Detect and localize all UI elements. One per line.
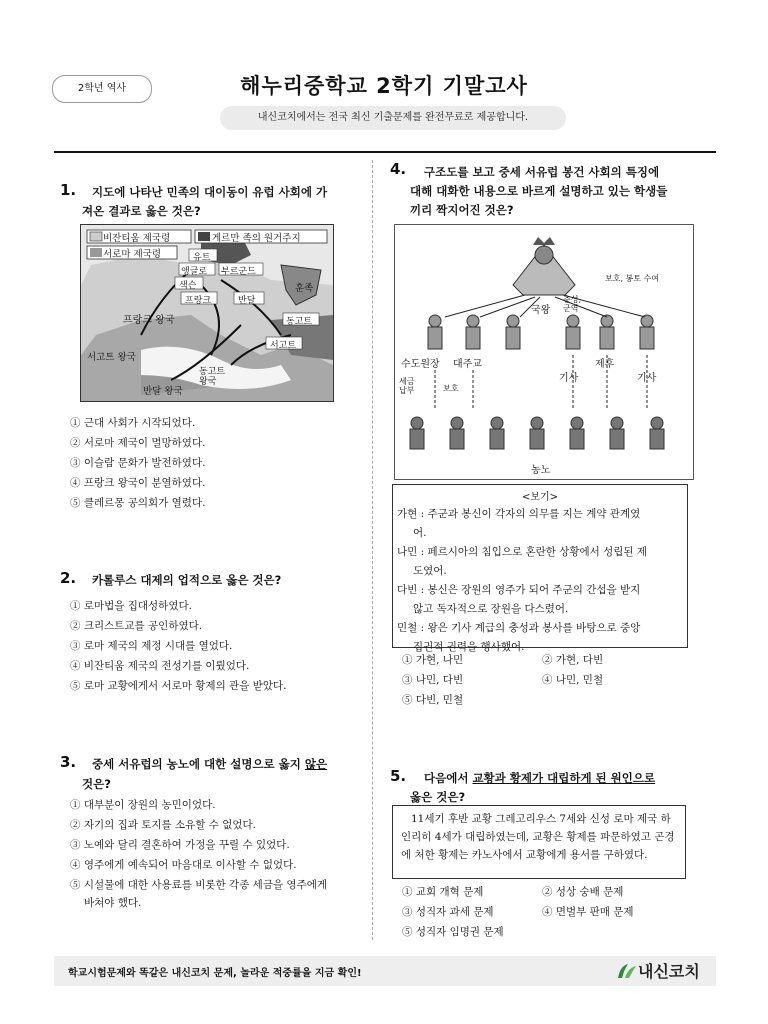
map-label-frankish-kingdom: 프랑크 왕국 [123,315,175,326]
q3-text-emphasis: 않은 [304,757,328,771]
brand-logo [616,959,700,982]
q5-text-emphasis: 교황과 황제가 대립하게 된 원인으로 [472,771,656,785]
q4-choice-2[interactable]: ② 가현, 다빈 [542,654,604,666]
q1-choice-5[interactable]: ⑤ 클레르몽 공의회가 열렸다. [70,497,206,509]
q4-text-line2: 대해 대화한 내용으로 바르게 설명하고 있는 학생들 [410,184,668,198]
map-label-saxon: 색슨 [179,281,197,291]
q1-choice-1[interactable]: ① 근대 사회가 시작되었다. [70,417,196,429]
q5-choice-3[interactable]: ③ 성직자 과세 문제 [402,906,494,918]
q3-text-main: 중세 서유럽의 농노에 대한 설명으로 옳지 [92,757,305,771]
q3-choice-5[interactable]: ⑤ 시설물에 대한 사용료를 비롯한 각종 세금을 영주에게 [70,879,328,891]
bogi-item-dabin-l1: 다빈 : 봉신은 장원의 영주가 되어 주군의 간섭을 받지 [397,584,641,596]
q5-choice-1[interactable]: ① 교회 개혁 문제 [402,886,484,898]
bogi-item-namin-l2: 도였어. [413,565,447,577]
q3-choice-5-cont: 바쳐야 했다. [84,897,142,909]
bogi-item-mincheol-l2: 집권적 권력을 행사했어. [413,641,525,653]
bogi-item-gahyun-l1: 가현 : 주군과 봉신이 각자의 의무를 지는 계약 관계였 [397,508,641,520]
diagram-label-archbishop: 대주교 [453,359,482,370]
q3-choice-4[interactable]: ④ 영주에게 예속되어 마음대로 이사할 수 없었다. [70,859,297,871]
q2-choice-1[interactable]: ① 로마법을 집대성하였다. [70,600,192,612]
q4-choice-1[interactable]: ① 가현, 나민 [402,654,464,666]
map-legend-byzantine: 비잔티움 제국령 [103,233,171,244]
map-legend-western-rome: 서로마 제국령 [103,249,162,260]
bogi-item-dabin [393,581,687,619]
diagram-label-abbot: 수도원장 [401,359,440,370]
map-label-ostrogoth: 동고트 [286,317,313,327]
map-label-angles: 앵글로 [181,267,208,277]
feudal-structure-illustration [395,225,693,479]
q2-choice-3[interactable]: ③ 로마 제국의 제정 시대를 열었다. [70,640,233,652]
q1-migration-map [80,224,334,402]
bogi-item-namin [393,543,687,581]
diagram-label-king: 국왕 [531,305,551,316]
q1-number: 1. [60,181,77,199]
q4-number: 4. [390,160,407,178]
subtitle-banner: 내신코치에서는 전국 최신 기출문제를 완전무료로 제공합니다. [220,106,566,130]
q4-choice-3[interactable]: ③ 나민, 다빈 [402,674,464,686]
map-label-huns: 훈족 [295,283,314,294]
q3-choice-1[interactable]: ① 대부분이 장원의 농민이었다. [70,799,216,811]
header-divider [54,151,716,153]
diagram-label-serf: 농노 [531,465,551,476]
diagram-label-knight-1: 기사 [559,373,579,384]
q3-choice-2[interactable]: ② 자기의 집과 토지를 소유할 수 없었다. [70,819,257,831]
q5-passage-box: 11세기 후반 교황 그레고리우스 7세와 신성 로마 제국 하인리히 4세가 대립하였는데, 교황은 황제를 파문하였고 곤경에 처한 황제는 카노사에서 교황에게 용서를 구하였다. [392,805,686,879]
q1-choice-4[interactable]: ④ 프랑크 왕국이 분열하였다. [70,477,206,489]
diagram-label-protection: 보호, 봉토 수여 [605,274,659,283]
map-label-ostrogoth-kingdom: 동고트 왕국 [199,367,226,387]
footer-slogan: 학교시험문제와 똑같은 내신코치 문제, 놀라운 적중률을 지금 확인! [68,968,362,979]
q4-text-line3: 끼리 짝지어진 것은? [410,203,514,217]
q1-choice-3[interactable]: ③ 이슬람 문화가 발전하였다. [70,457,206,469]
map-label-vandal: 반달 [238,296,256,306]
q5-number: 5. [390,767,407,785]
q5-choice-2[interactable]: ② 성상 숭배 문제 [542,886,624,898]
bogi-title: <보기> [521,492,559,503]
map-label-visigoth: 서고트 [270,341,297,351]
q3-number: 3. [60,753,77,771]
q5-choice-5[interactable]: ⑤ 성직자 임명권 문제 [402,926,504,938]
q2-choice-4[interactable]: ④ 비잔티움 제국의 전성기를 이뤘었다. [70,660,250,672]
column-divider [372,160,374,940]
q3-choice-3[interactable]: ③ 노예와 달리 결혼하여 가정을 꾸릴 수 있었다. [70,839,290,851]
bogi-item-namin-l1: 나민 : 페르시아의 침입으로 혼란한 상황에서 성립된 제 [397,546,648,558]
bogi-item-gahyun [393,505,687,543]
q4-feudal-diagram [394,224,694,480]
q2-number: 2. [60,569,77,587]
q5-text-main: 다음에서 [424,771,473,785]
q2-text: 카롤루스 대제의 업적으로 옳은 것은? [92,573,282,587]
q4-choice-4[interactable]: ④ 나민, 민철 [542,674,604,686]
map-label-frank: 프랑크 [185,296,212,306]
q5-text-line2: 옳은 것은? [410,790,466,804]
diagram-label-knight-2: 기사 [637,373,657,384]
map-label-vandal-kingdom: 반달 왕국 [143,386,183,397]
bogi-item-gahyun-l2: 어. [413,527,427,539]
q4-bogi-box [392,484,688,653]
diagram-label-protect: 보호 [443,384,459,393]
diagram-label-loyalty: 충성, 군역 [563,295,581,313]
q5-text-line1 [424,768,655,789]
map-legend-germanic: 게르만 족의 원거주지 [212,233,301,244]
bogi-item-dabin-l2: 않고 독자적으로 장원을 다스렸어. [413,603,569,615]
leaf-logo-icon [616,962,638,980]
q3-text-line1 [92,754,327,775]
q5-choice-4[interactable]: ④ 면벌부 판매 문제 [542,906,634,918]
map-label-jute: 유트 [193,253,211,263]
q3-text-line2: 것은? [82,777,111,791]
map-label-burgundy: 부르군드 [221,267,256,277]
grade-label: 2학년 역사 [52,75,152,103]
diagram-label-lord: 제후 [595,359,615,370]
q2-choice-2[interactable]: ② 크리스트교를 공인하였다. [70,620,203,632]
brand-logo-text: 내신코치 [638,962,700,981]
q4-choice-5[interactable]: ⑤ 다빈, 민철 [402,694,464,706]
q4-text-line1: 구조도를 보고 중세 서유럽 봉건 사회의 특징에 [424,165,660,179]
q1-choice-2[interactable]: ② 서로마 제국이 멸망하였다. [70,437,206,449]
map-label-visigoth-kingdom: 서고트 왕국 [87,352,136,363]
q1-text-line1: 지도에 나타난 민족의 대이동이 유럽 사회에 가 [92,185,328,199]
q1-text-line2: 져온 결과로 옳은 것은? [82,204,201,218]
bogi-item-mincheol-l1: 민철 : 왕은 기사 계급의 충성과 봉사를 바탕으로 중앙 [397,622,641,634]
q2-choice-5[interactable]: ⑤ 로마 교황에게서 서로마 황제의 관을 받았다. [70,680,287,692]
exam-title: 해누리중학교 2학기 기말고사 [240,74,528,98]
diagram-label-tax: 세금 납부 [399,377,415,395]
